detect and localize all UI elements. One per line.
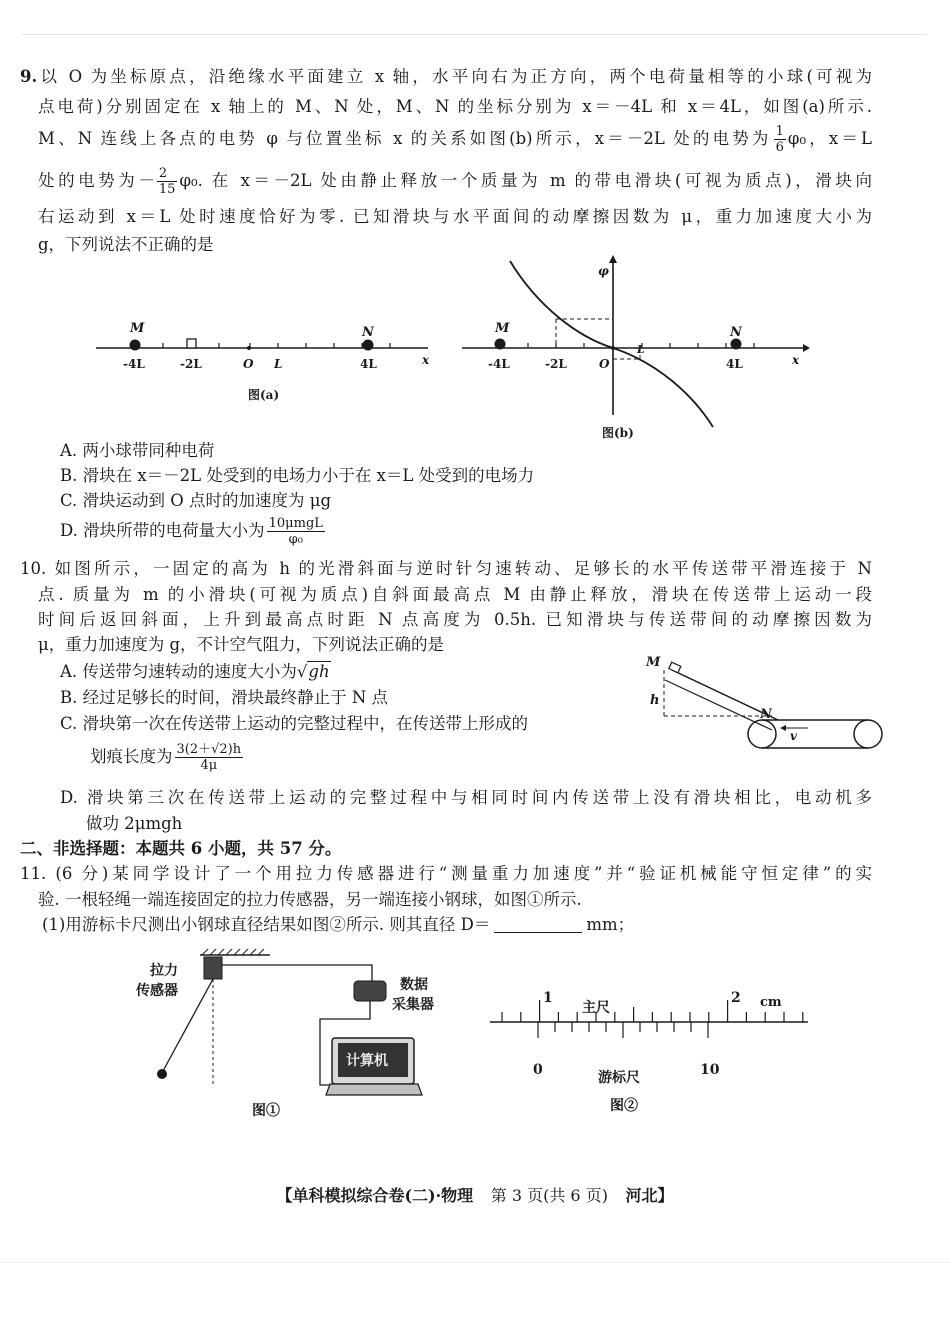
q9-line-2: 点电荷)分别固定在 x 轴上的 M、N 处，M、N 的坐标分别为 x＝－4L 和 x＝4L，如图(a)所示. [38,97,872,116]
q9-option-B: B. 滑块在 x＝－2L 处受到的电场力小于在 x＝L 处受到的电场力 [60,466,535,485]
vernier-scale-title: 游标尺 [598,1070,640,1086]
q10-option-C-line-1: C. 滑块第一次在传送带上运动的完整过程中，在传送带上形成的 [60,714,529,733]
potential-curve [510,261,713,427]
q9-option-A: A. 两小球带同种电荷 [60,441,215,460]
footer-region: 河北】 [625,1186,674,1205]
collector-label-2: 采集器 [392,997,434,1013]
tick-label-neg-4L: -4L [123,357,145,371]
tick-label-L: L [637,343,645,356]
footer-title: 【单科模拟综合卷(二)·物理 [276,1186,474,1205]
q11-line-2: 验. 一根轻绳一端连接固定的拉力传感器，另一端连接小钢球，如图①所示. [38,890,582,909]
data-collector [354,981,386,1001]
vernier-label-10: 10 [700,1062,720,1078]
label-M: M [130,321,145,336]
figure-2-caption: 图② [610,1098,638,1114]
axis-label-phi: φ [598,264,609,278]
sensor-label-1: 拉力 [150,963,178,979]
label-h: h [650,693,660,708]
q10-option-C-line-2: 划痕长度为 $\frac{3(2+√2)h}{4\mu}$ [90,742,242,773]
q11-line-3: (1)用游标卡尺测出小钢球直径结果如图②所示. 则其直径 D＝ mm； [42,915,635,934]
figure-b-caption: 图(b) [602,426,634,440]
q9-line-1: 9.以 O 为坐标原点，沿绝缘水平面建立 x 轴，水平向右为正方向，两个电荷量相等的小球(可视为 [20,67,872,86]
label-N: N [760,707,772,722]
belt-right-roller [854,720,882,748]
main-scale-label-2: 2 [731,990,741,1006]
page-footer [0,1183,950,1206]
figure-1-caption: 图① [252,1103,280,1119]
figure-a [90,315,440,410]
tick-label-4L: 4L [726,357,743,371]
vernier-scale-ticks [538,1022,708,1038]
q10-option-C-fraction: $\frac{3(2+√2)h}{4\mu}$ [176,742,242,773]
q10-line-2: 点. 质量为 m 的小滑块(可视为质点)自斜面最高点 M 由静止释放，滑块在传送带上运动一段 [38,585,872,604]
charge-M-dot [130,340,141,351]
q9-option-D: D. 滑块所带的电荷量大小为 $\frac{\text{10μmgL}}{\text{φ₀}}$ [60,516,323,547]
q9-number: 9. [20,67,38,86]
tick-label-neg-2L: -2L [545,357,567,371]
q10-option-B: B. 经过足够长的时间，滑块最终静止于 N 点 [60,688,389,707]
charge-M-dot [495,339,506,350]
main-scale-title: 主尺 [582,1000,610,1016]
computer-label: 计算机 [346,1053,388,1069]
collector-label-1: 数据 [400,977,428,993]
figure-a-caption: 图(a) [248,388,280,402]
vernier-label-0: 0 [533,1062,543,1078]
tick-label-L: L [274,357,283,371]
q9-fraction-1-6: $\frac{1}{6}$ [775,124,784,155]
belt-left-roller [748,720,776,748]
main-scale-label-1: 1 [543,990,553,1006]
figure-b [458,255,813,445]
q11-line-1: 11. (6 分)某同学设计了一个用拉力传感器进行“测量重力加速度”并“验证机械能守恒定律”的实 [20,864,872,883]
q10-line-1: 10. 如图所示，一固定的高为 h 的光滑斜面与逆时针匀速转动、足够长的水平传送带平滑连接于 N [20,559,872,578]
q10-option-A: A. 传送带匀速转动的速度大小为√gh [60,662,330,681]
label-N: N [730,325,742,340]
sensor-label-2: 传感器 [136,983,178,999]
figure-1-sensor-setup [130,945,450,1120]
unit-label: cm [760,995,782,1010]
q10-line-4: μ，重力加速度为 g，不计空气阻力，下列说法正确的是 [38,635,445,654]
scan-edge-line-bottom [0,1262,950,1263]
q9-line-4: 处的电势为－ $\frac{2}{15}$ φ₀. 在 x＝－2L 处由静止释放一个质量为 m 的带电滑块(可视为质点)，滑块向 [38,166,872,197]
computer-base [326,1084,422,1095]
axis-label-x: x [422,353,430,367]
block-M [669,662,681,673]
q9-line-3: M、N 连线上各点的电势 φ 与位置坐标 x 的关系如图(b)所示，x＝－2L 处的电势为 $\frac{1}{6}$ φ₀，x＝L [38,124,872,155]
label-N: N [362,325,374,340]
section-2-heading: 二、非选择题：本题共 6 小题，共 57 分。 [20,839,342,858]
sensor-cable [222,965,372,981]
origin-dot [247,346,251,350]
q9-option-D-fraction: $\frac{\text{10μmgL}}{\text{φ₀}}$ [268,516,323,547]
tick-label-neg-2L: -2L [180,357,202,371]
tick-label-neg-4L: -4L [488,357,510,371]
charge-N-dot [363,340,374,351]
label-M: M [495,321,510,336]
tick-label-O: O [599,357,610,371]
q10-option-D-line-1: D. 滑块第三次在传送带上运动的完整过程中与相同时间内传送带上没有滑块相比，电动机多 [60,788,872,807]
slider-block [187,339,196,348]
force-sensor [204,957,222,979]
q10-line-3: 时间后返回斜面，上升到最高点时距 N 点高度为 0.5h. 已知滑块与传送带间的动摩擦因数为 [38,610,872,629]
steel-ball [157,1069,167,1079]
tick-label-4L: 4L [360,357,377,371]
q9-line-5: 右运动到 x＝L 处时速度恰好为零. 已知滑块与水平面间的动摩擦因数为 μ，重力加速度大小为 [38,207,872,226]
charge-N-dot [731,339,742,350]
q9-fraction-2-15: $\frac{2}{15}$ [158,166,176,197]
q10-option-D-line-2: 做功 2μmgh [86,814,183,833]
label-v: v [790,729,797,743]
footer-page-number: 第 3 页(共 6 页) [490,1186,608,1205]
incline-belt-figure [640,652,890,757]
scan-edge-line [22,34,927,35]
q9-option-C: C. 滑块运动到 O 点时的加速度为 μg [60,491,332,510]
axis-label-x: x [792,353,800,367]
q9-line-6: g，下列说法不正确的是 [38,235,214,254]
figure-2-vernier-caliper [490,980,820,1115]
label-M: M [646,655,661,670]
tick-label-O: O [243,357,254,371]
answer-blank-D[interactable] [494,916,582,933]
